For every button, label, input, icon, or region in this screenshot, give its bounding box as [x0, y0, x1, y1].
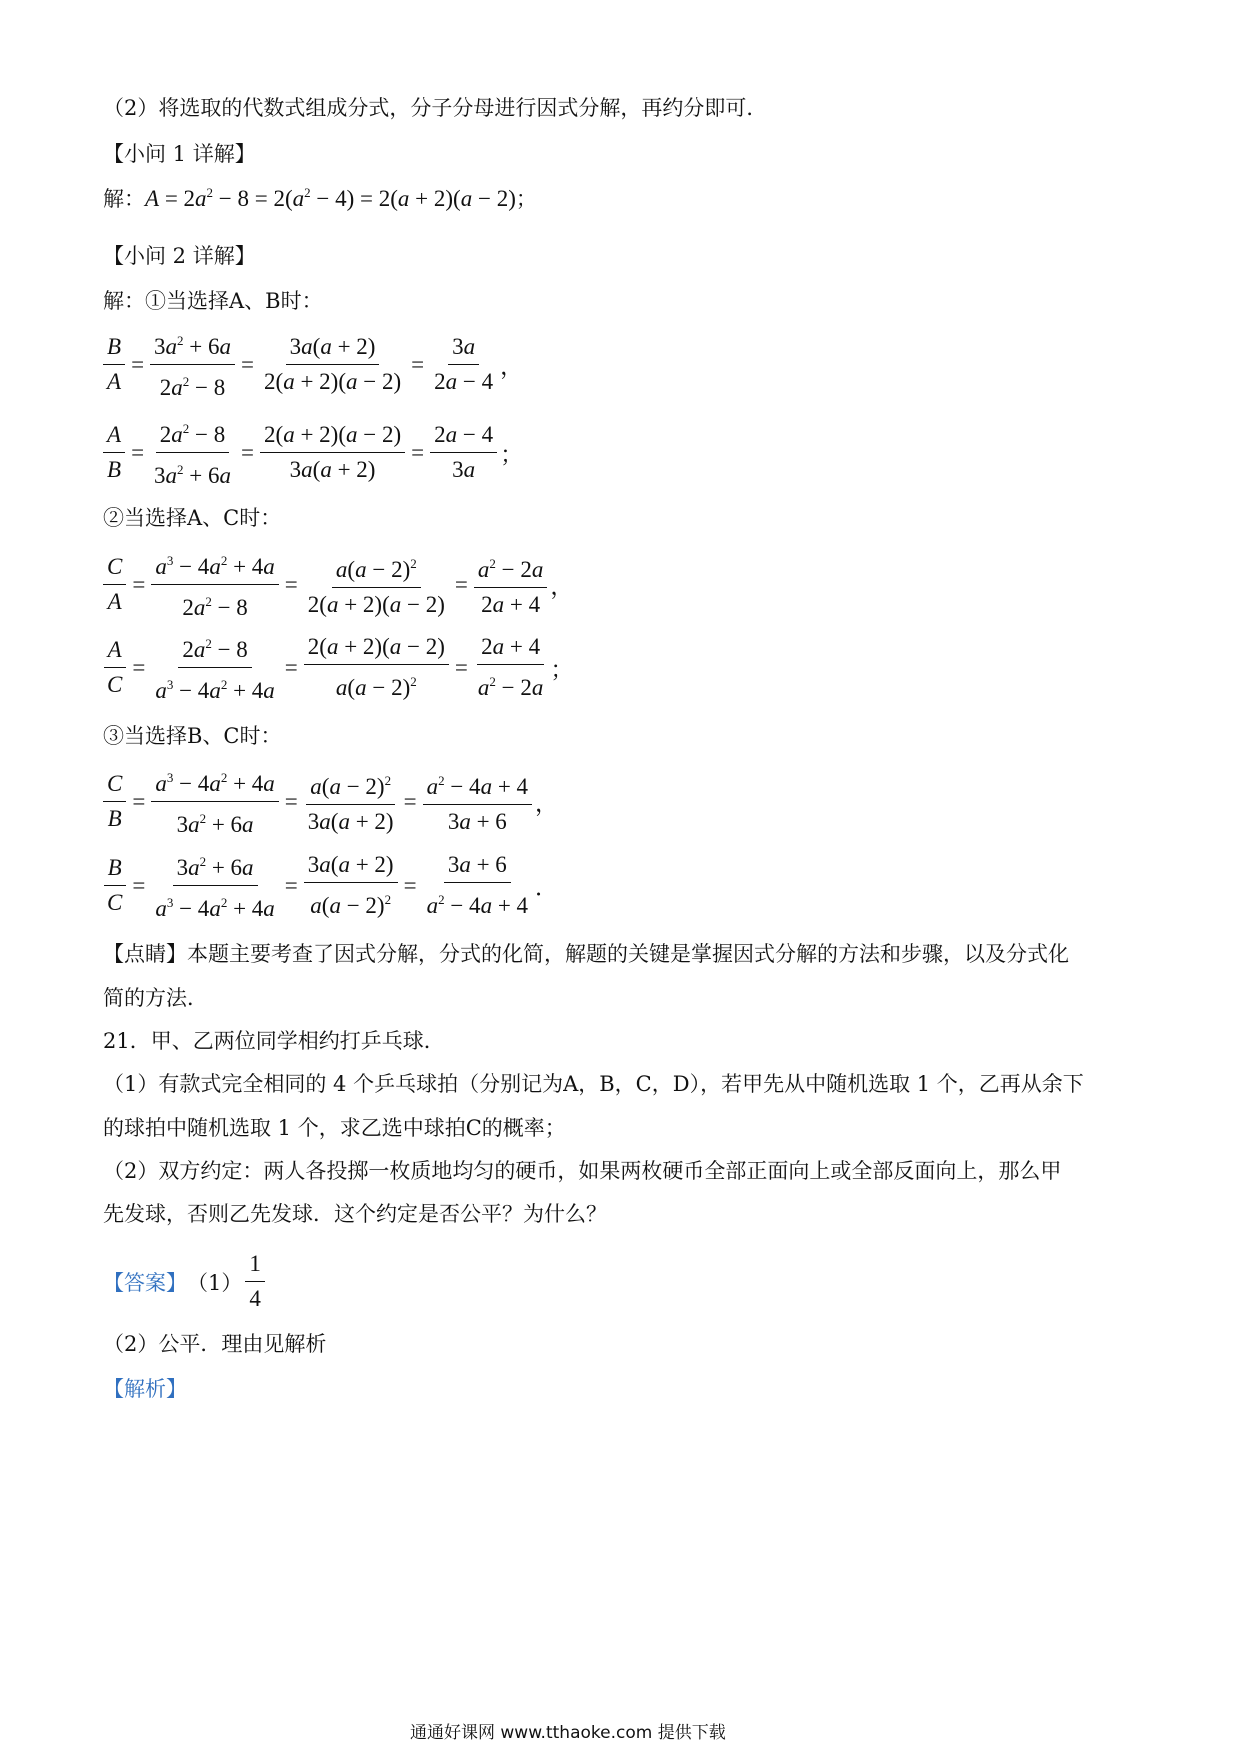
answer-fraction: $\frac{1}{4}$ [245, 1248, 265, 1315]
comment-line-1: 【点睛】本题主要考查了因式分解，分式的化简，解题的关键是掌握因式分解的方法和步骤，以及分式化 [103, 942, 1069, 966]
question-21-part1-line1: （1）有款式完全相同的 4 个乒乓球拍（分别记为A，B，C，D），若甲先从中随机选取 1 个，乙再从余下 [103, 1072, 1084, 1096]
equation-b-over-a: $\frac{B}{A}$ = $\frac{3a^2 + 6a}{2a^2 - 8}$ = $\frac{3a(a + 2)}{2(a + 2)(a - 2)}$ = $\frac{3a}{2a - 4}$ ， [100, 325, 523, 404]
analysis-tag: 【解析】 [103, 1377, 187, 1401]
equation-c-over-a: $\frac{C}{A}$ = $\frac{a^3 - 4a^2 + 4a}{2a^2 - 8}$ = $\frac{a(a - 2)^2}{2(a + 2)(a - 2)}$ = $\frac{a^2 - 2a}{2a + 4}$ ， [100, 545, 573, 624]
question-21-title: 21．甲、乙两位同学相约打乒乓球． [103, 1029, 445, 1053]
equation-a-over-b: $\frac{A}{B}$ = $\frac{2a^2 - 8}{3a^2 + 6a}$ = $\frac{2(a + 2)(a - 2)}{3a(a + 2)}$ = $\frac{2a - 4}{3a}$ ； [100, 413, 523, 492]
case-2-label: ②当选择A、C时： [103, 506, 282, 530]
question-21-part1-line2: 的球拍中随机选取 1 个，求乙选中球拍C的概率； [103, 1116, 566, 1140]
comment-line-2: 简的方法． [103, 986, 208, 1010]
equation-c-over-b: $\frac{C}{B}$ = $\frac{a^3 - 4a^2 + 4a}{3a^2 + 6a}$ = $\frac{a(a - 2)^2}{3a(a + 2)}$ = $\frac{a^2 - 4a + 4}{3a + 6}$ ， [100, 762, 558, 841]
subquestion-2-heading: 【小问 2 详解】 [103, 244, 256, 268]
question-21-part2-line1: （2）双方约定：两人各投掷一枚质地均匀的硬币，如果两枚硬币全部正面向上或全部反面向上，那么甲 [103, 1159, 1062, 1183]
page-footer: 通通好课网 www.tthaoke.com 提供下载 [410, 1723, 726, 1743]
equation-a-over-c: $\frac{A}{C}$ = $\frac{2a^2 - 8}{a^3 - 4a^2 + 4a}$ = $\frac{2(a + 2)(a - 2)}{a(a - 2)^2}$ = $\frac{2a + 4}{a^2 - 2a}$ ； [100, 628, 573, 707]
case-1-label: 解：①当选择A、B时： [103, 289, 323, 313]
case-3-label: ③当选择B、C时： [103, 724, 282, 748]
subquestion-1-heading: 【小问 1 详解】 [103, 142, 256, 166]
equation-b-over-c: $\frac{B}{C}$ = $\frac{3a^2 + 6a}{a^3 - 4a^2 + 4a}$ = $\frac{3a(a + 2)}{a(a - 2)^2}$ = $\frac{3a + 6}{a^2 - 4a + 4}$ ． [100, 846, 558, 925]
question-21-part2-line2: 先发球，否则乙先发球．这个约定是否公平？为什么？ [103, 1202, 607, 1226]
answer-line-2: （2）公平．理由见解析 [103, 1332, 327, 1356]
answer-tag: 【答案】 [103, 1270, 187, 1295]
answer-line-1 [103, 1248, 268, 1315]
answer-part-1-label: （1） [187, 1270, 243, 1295]
solution-1-equation: 解： $A = 2a^2 - 8 = 2(a^2 - 4) = 2(a + 2)(a - 2)$ ； [103, 184, 537, 211]
solution-hint-line: （2）将选取的代数式组成分式，分子分母进行因式分解，再约分即可． [103, 96, 768, 120]
